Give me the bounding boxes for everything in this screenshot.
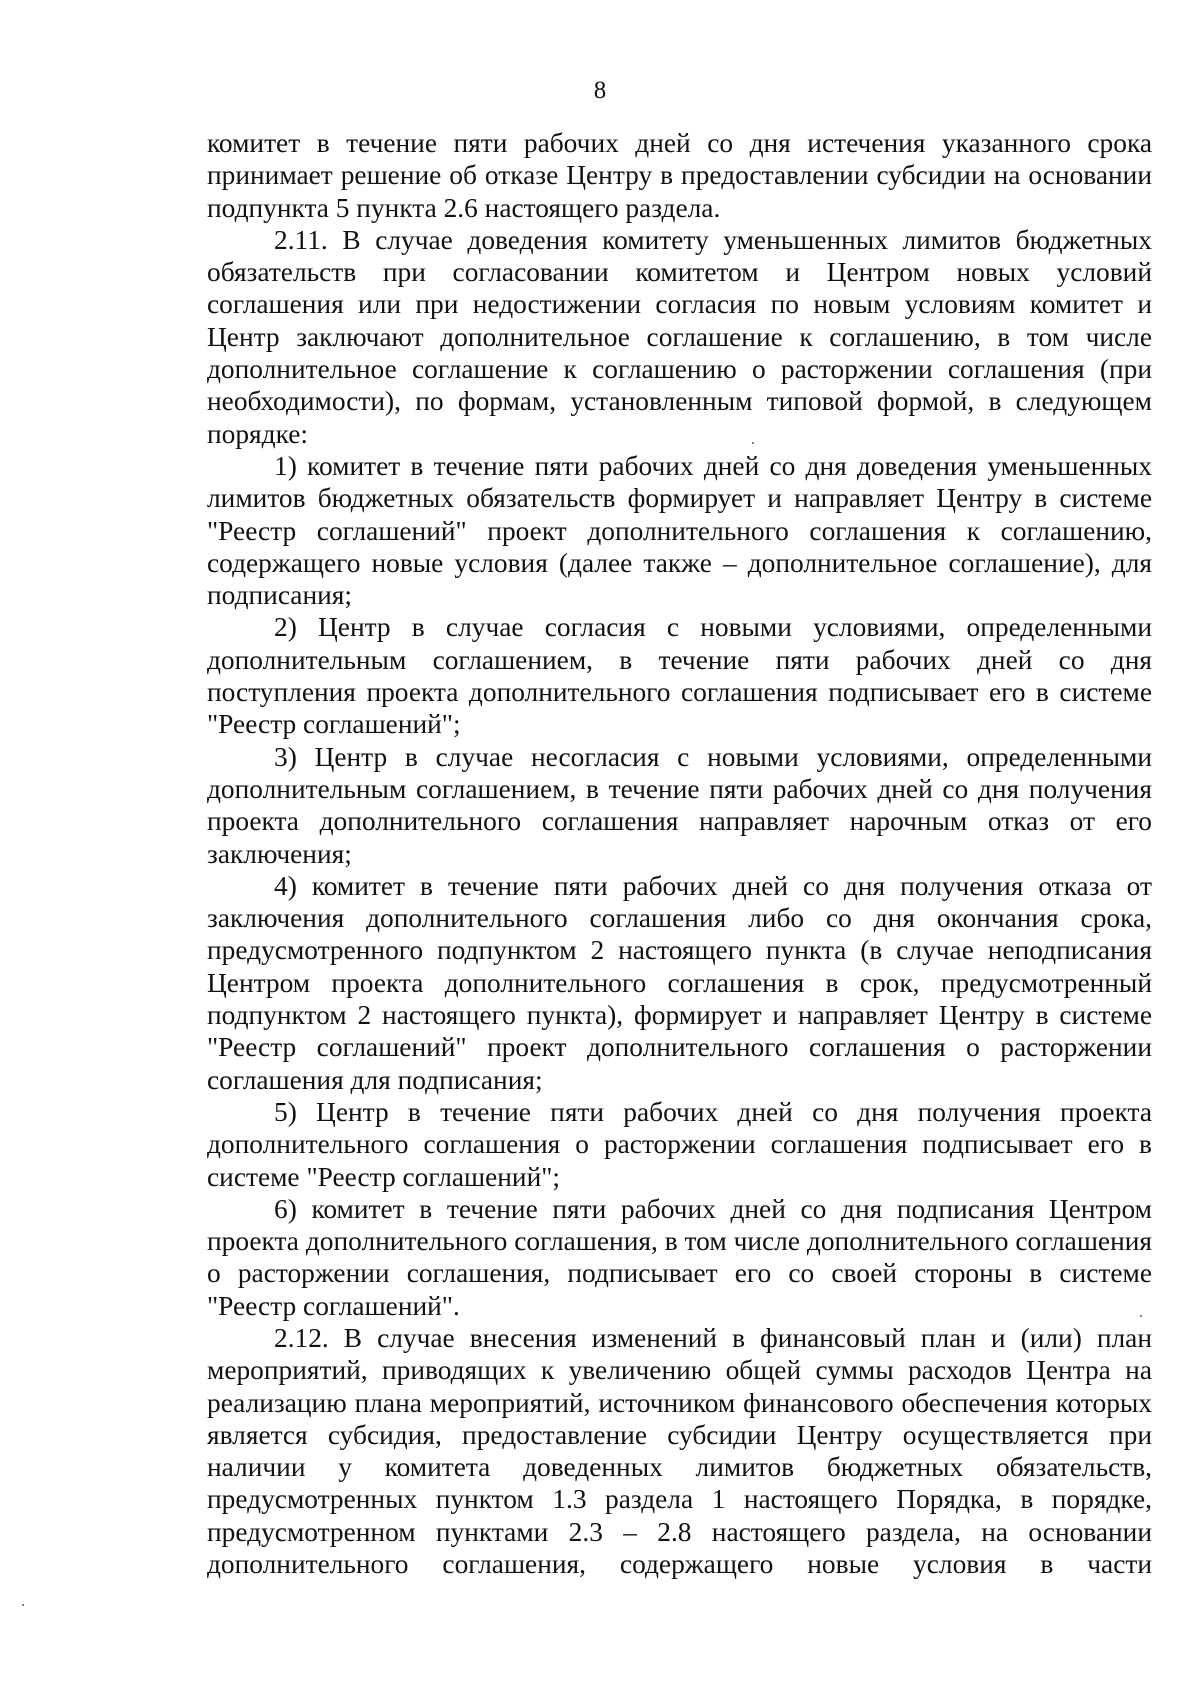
paragraph-item-2: 2) Центр в случае согласия с новыми условиями, определенными дополнительным соглашением, в течение пяти рабочих дней со дня поступления проекта дополнительного соглашения подписывает его в системе "Реестр соглашений";	[207, 612, 1152, 740]
paragraph-item-3: 3) Центр в случае несогласия с новыми условиями, определенными дополнительным соглашением, в течение пяти рабочих дней со дня получения проекта дополнительного соглашения направляет нарочным отказ от его заключения;	[207, 741, 1152, 869]
paragraph-item-5: 5) Центр в течение пяти рабочих дней со дня получения проекта дополнительного соглашения о расторжении соглашения подписывает его в системе "Реестр соглашений";	[207, 1096, 1152, 1192]
paragraph-2-11: 2.11. В случае доведения комитету уменьшенных лимитов бюджетных обязательств при согласовании комитетом и Центром новых условий соглашения или при недостижении согласия по новым условиям комитет и Центр заключают дополнительное соглашение к соглашению, в том числе дополнительное соглашение к соглашению о расторжении соглашения (при необходимости), по формам, установленным типовой формой, в следующем порядке:	[207, 224, 1152, 449]
document-body	[207, 127, 1152, 1580]
paragraph-2-12: 2.12. В случае внесения изменений в финансовый план и (или) план мероприятий, приводящих к увеличению общей суммы расходов Центра на реализацию плана мероприятий, источником финансового обеспечения которых является субсидия, предоставление субсидии Центру осуществляется при наличии у комитета доведенных лимитов бюджетных обязательств, предусмотренных пунктом 1.3 раздела 1 настоящего Порядка, в порядке, предусмотренном пунктами 2.3 – 2.8 настоящего раздела, на основании дополнительного соглашения, содержащего новые условия в части	[207, 1322, 1152, 1580]
paragraph-continuation: комитет в течение пяти рабочих дней со дня истечения указанного срока принимает решение об отказе Центру в предоставлении субсидии на основании подпункта 5 пункта 2.6 настоящего раздела.	[207, 128, 1152, 223]
scan-speck	[22, 1604, 24, 1606]
paragraph-item-4: 4) комитет в течение пяти рабочих дней со дня получения отказа от заключения дополнительного соглашения либо со дня окончания срока, предусмотренного подпунктом 2 настоящего пункта (в случае неподписания Центром проекта дополнительного соглашения в срок, предусмотренный подпунктом 2 настоящего пункта), формирует и направляет Центру в системе "Реестр соглашений" проект дополнительного соглашения о расторжении соглашения для подписания;	[207, 870, 1152, 1095]
scan-speck	[752, 442, 754, 444]
scan-speck	[1140, 1315, 1142, 1317]
paragraph-item-1: 1) комитет в течение пяти рабочих дней со дня доведения уменьшенных лимитов бюджетных обязательств формирует и направляет Центру в системе "Реестр соглашений" проект дополнительного соглашения к соглашению, содержащего новые условия (далее также – дополнительное соглашение), для подписания;	[207, 450, 1152, 611]
page-number: 8	[593, 77, 607, 104]
paragraph-item-6: 6) комитет в течение пяти рабочих дней со дня подписания Центром проекта дополнительного соглашения, в том числе дополнительного соглашения о расторжении соглашения, подписывает его со своей стороны в системе "Реестр соглашений".	[207, 1193, 1152, 1321]
